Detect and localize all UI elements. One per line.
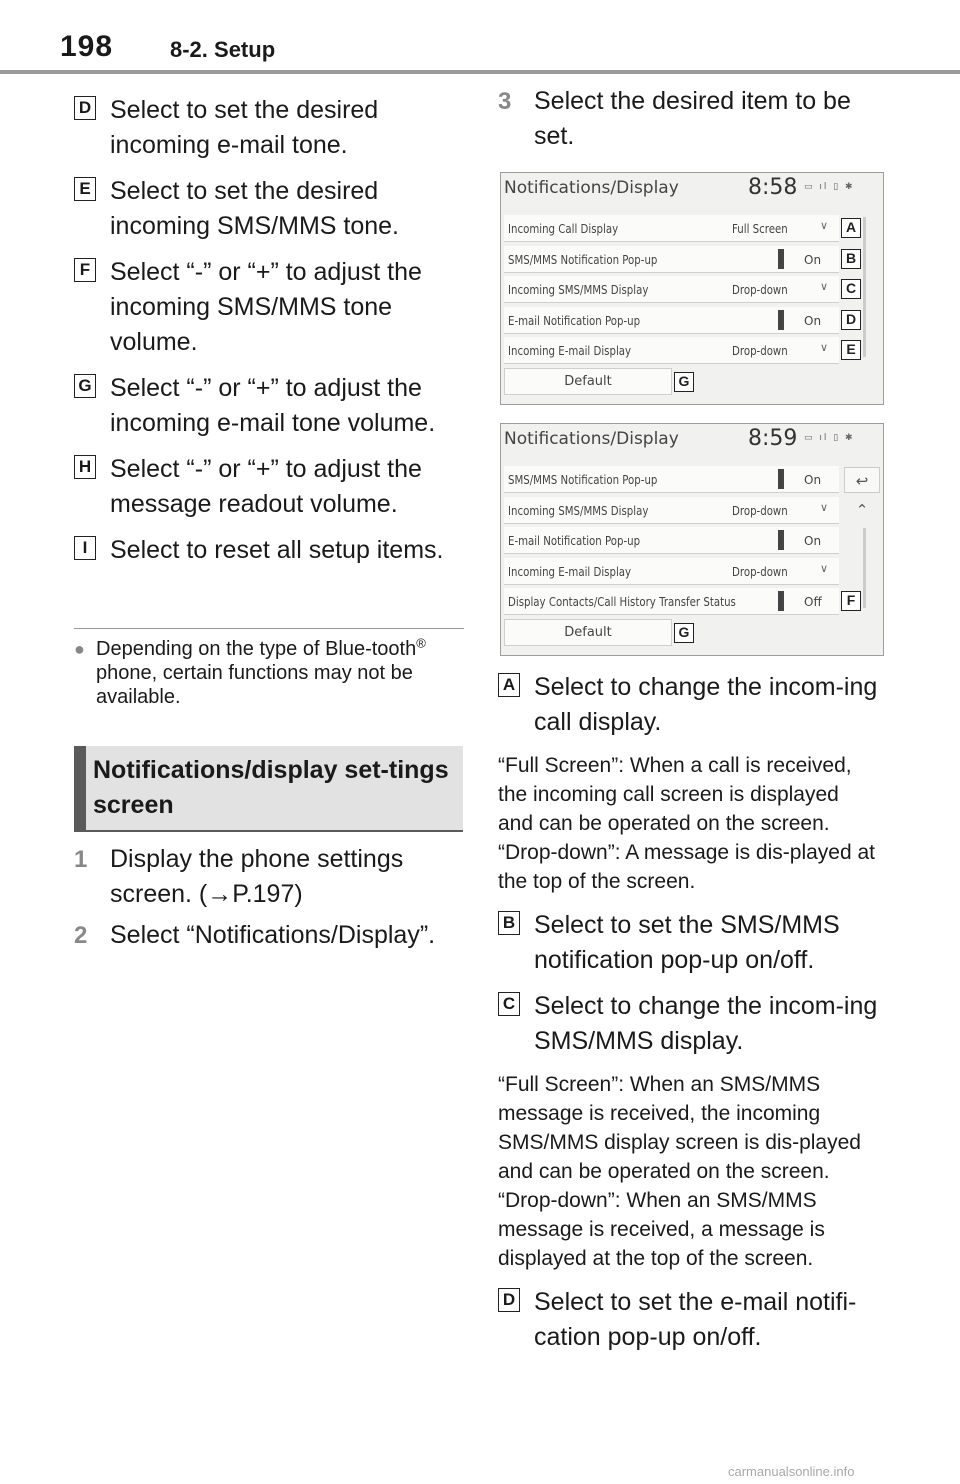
- screenshot-notifications-display-2: [500, 423, 884, 656]
- row-value: On: [804, 473, 822, 487]
- toggle-indicator: [778, 591, 784, 611]
- setting-row-sms-notification[interactable]: [504, 246, 839, 273]
- item-label-badge: H: [74, 455, 96, 479]
- step: [498, 84, 898, 154]
- left-column: [74, 93, 466, 579]
- list-item: [74, 174, 466, 244]
- step: [74, 918, 466, 953]
- scrollbar[interactable]: [863, 528, 866, 608]
- list-item: [74, 452, 466, 522]
- screen-clock: 8:59: [748, 426, 798, 451]
- row-value: Drop-down: [732, 504, 788, 518]
- row-label: Incoming SMS/MMS Display: [508, 283, 649, 297]
- scroll-up-icon[interactable]: ⌃: [855, 501, 869, 519]
- description-line: “Full Screen”: When a call is received, the incoming call screen is displayed and can be operated on the screen.: [498, 754, 852, 835]
- setting-row-incoming-sms-display[interactable]: [504, 497, 839, 524]
- chevron-down-icon: ∨: [820, 219, 829, 232]
- step-number: 1: [74, 846, 88, 873]
- setting-row-incoming-sms-display[interactable]: [504, 276, 839, 303]
- status-icons: ▭ ıl ▯ ✱: [804, 433, 855, 443]
- list-item: [498, 1285, 878, 1355]
- section-title: 8-2. Setup: [170, 37, 276, 62]
- back-icon[interactable]: ↩: [844, 467, 880, 493]
- item-text: Select “-” or “+” to adjust the incoming SMS/MMS tone volume.: [110, 258, 422, 356]
- row-label: SMS/MMS Notification Pop-up: [508, 473, 658, 487]
- list-item: [74, 371, 466, 441]
- row-label: Incoming E-mail Display: [508, 565, 632, 579]
- step-text: Select “Notifications/Display”.: [110, 921, 436, 949]
- callout-f: F: [841, 591, 861, 611]
- screen-clock: 8:58: [748, 175, 798, 200]
- list-item: [74, 93, 466, 163]
- setting-row-sms-notification[interactable]: [504, 466, 839, 493]
- row-label: Incoming E-mail Display: [508, 344, 632, 358]
- chevron-down-icon: ∨: [820, 280, 829, 293]
- step-text: Display the phone settings screen. (→P.197): [110, 845, 404, 908]
- row-label: Display Contacts/Call History Transfer Status: [508, 595, 736, 609]
- item-text: Select to set the e-mail notifi-cation pop-up on/off.: [534, 1288, 857, 1351]
- steps-left: [74, 842, 466, 959]
- item-label-badge: D: [74, 96, 96, 120]
- row-value: Drop-down: [732, 344, 788, 358]
- item-label-badge: B: [498, 911, 520, 935]
- right-descriptions: [498, 670, 878, 1366]
- setting-row-email-notification[interactable]: [504, 527, 839, 554]
- list-item: [74, 533, 466, 568]
- row-value: Drop-down: [732, 565, 788, 579]
- row-label: Incoming SMS/MMS Display: [508, 504, 649, 518]
- description-line: “Full Screen”: When an SMS/MMS message is received, the incoming SMS/MMS display screen is dis-played and can be operated on the screen.: [498, 1073, 861, 1183]
- row-value: On: [804, 253, 822, 267]
- steps-right: [498, 84, 898, 160]
- note: [74, 637, 444, 709]
- description: [498, 1070, 878, 1273]
- description-line: “Drop-down”: When an SMS/MMS message is received, a message is displayed at the top of the screen.: [498, 1189, 825, 1270]
- item-text: Select to reset all setup items.: [110, 536, 444, 564]
- registered-mark: ®: [416, 635, 426, 651]
- item-label-badge: I: [74, 536, 96, 560]
- watermark: carmanualsonline.info: [728, 1464, 855, 1479]
- screenshot-notifications-display-1: [500, 172, 884, 405]
- default-button[interactable]: Default: [504, 368, 672, 395]
- step-number: 3: [498, 88, 512, 115]
- item-text: Select “-” or “+” to adjust the message readout volume.: [110, 455, 422, 518]
- item-label-badge: F: [74, 258, 96, 282]
- note-text-part: Depending on the type of Blue-tooth: [96, 638, 417, 660]
- toggle-indicator: [778, 310, 784, 330]
- list-item: [498, 989, 878, 1059]
- step-text: Select the desired item to be set.: [534, 87, 851, 150]
- chevron-down-icon: ∨: [820, 501, 829, 514]
- row-label: SMS/MMS Notification Pop-up: [508, 253, 658, 267]
- screen-title: Notifications/Display: [504, 178, 679, 198]
- item-text: Select to change the incom-ing call display.: [534, 673, 878, 736]
- description: [498, 751, 878, 896]
- item-text: Select to set the desired incoming SMS/MMS tone.: [110, 177, 399, 240]
- row-label: Incoming Call Display: [508, 222, 619, 236]
- item-text: Select “-” or “+” to adjust the incoming e-mail tone volume.: [110, 374, 436, 437]
- default-button[interactable]: Default: [504, 619, 672, 646]
- toggle-indicator: [778, 249, 784, 269]
- header-rule: [0, 70, 960, 74]
- setting-row-incoming-email-display[interactable]: [504, 337, 839, 364]
- row-value: On: [804, 314, 822, 328]
- section-heading: Notifications/display set-tings screen: [74, 746, 463, 832]
- step-number: 2: [74, 922, 88, 949]
- bullet-icon: ●: [74, 639, 85, 659]
- list-item: [498, 670, 878, 740]
- callout-c: C: [841, 279, 861, 299]
- setting-row-email-notification[interactable]: [504, 307, 839, 334]
- callout-g: G: [674, 372, 694, 392]
- item-text: Select to set the desired incoming e-mail tone.: [110, 96, 379, 159]
- page-number: 198: [60, 30, 114, 63]
- scrollbar[interactable]: [863, 217, 866, 357]
- item-label-badge: G: [74, 374, 96, 398]
- setting-row-transfer-status[interactable]: [504, 588, 839, 615]
- item-text: Select to set the SMS/MMS notification pop-up on/off.: [534, 911, 840, 974]
- row-value: Off: [804, 595, 822, 609]
- setting-row-incoming-call-display[interactable]: [504, 215, 839, 242]
- toggle-indicator: [778, 469, 784, 489]
- note-text: [74, 637, 444, 709]
- note-text-part: phone, certain functions may not be available.: [96, 662, 413, 708]
- status-icons: ▭ ıl ▯ ✱: [804, 182, 855, 192]
- item-label-badge: C: [498, 992, 520, 1016]
- row-label: E-mail Notification Pop-up: [508, 314, 641, 328]
- description-line: “Drop-down”: A message is dis-played at the top of the screen.: [498, 841, 876, 893]
- callout-b: B: [841, 249, 861, 269]
- callout-d: D: [841, 310, 861, 330]
- item-label-badge: E: [74, 177, 96, 201]
- row-value: Full Screen: [732, 222, 788, 236]
- item-label-badge: A: [498, 673, 520, 697]
- callout-a: A: [841, 218, 861, 238]
- note-rule: [74, 628, 464, 629]
- chevron-down-icon: ∨: [820, 341, 829, 354]
- list-item: [498, 908, 878, 978]
- callout-e: E: [841, 340, 861, 360]
- item-label-badge: D: [498, 1288, 520, 1312]
- list-item: [74, 255, 466, 360]
- toggle-indicator: [778, 530, 784, 550]
- row-label: E-mail Notification Pop-up: [508, 534, 641, 548]
- callout-g: G: [674, 623, 694, 643]
- item-text: Select to change the incom-ing SMS/MMS display.: [534, 992, 878, 1055]
- row-value: On: [804, 534, 822, 548]
- setting-row-incoming-email-display[interactable]: [504, 558, 839, 585]
- step: [74, 842, 466, 912]
- chevron-down-icon: ∨: [820, 562, 829, 575]
- row-value: Drop-down: [732, 283, 788, 297]
- screen-title: Notifications/Display: [504, 429, 679, 449]
